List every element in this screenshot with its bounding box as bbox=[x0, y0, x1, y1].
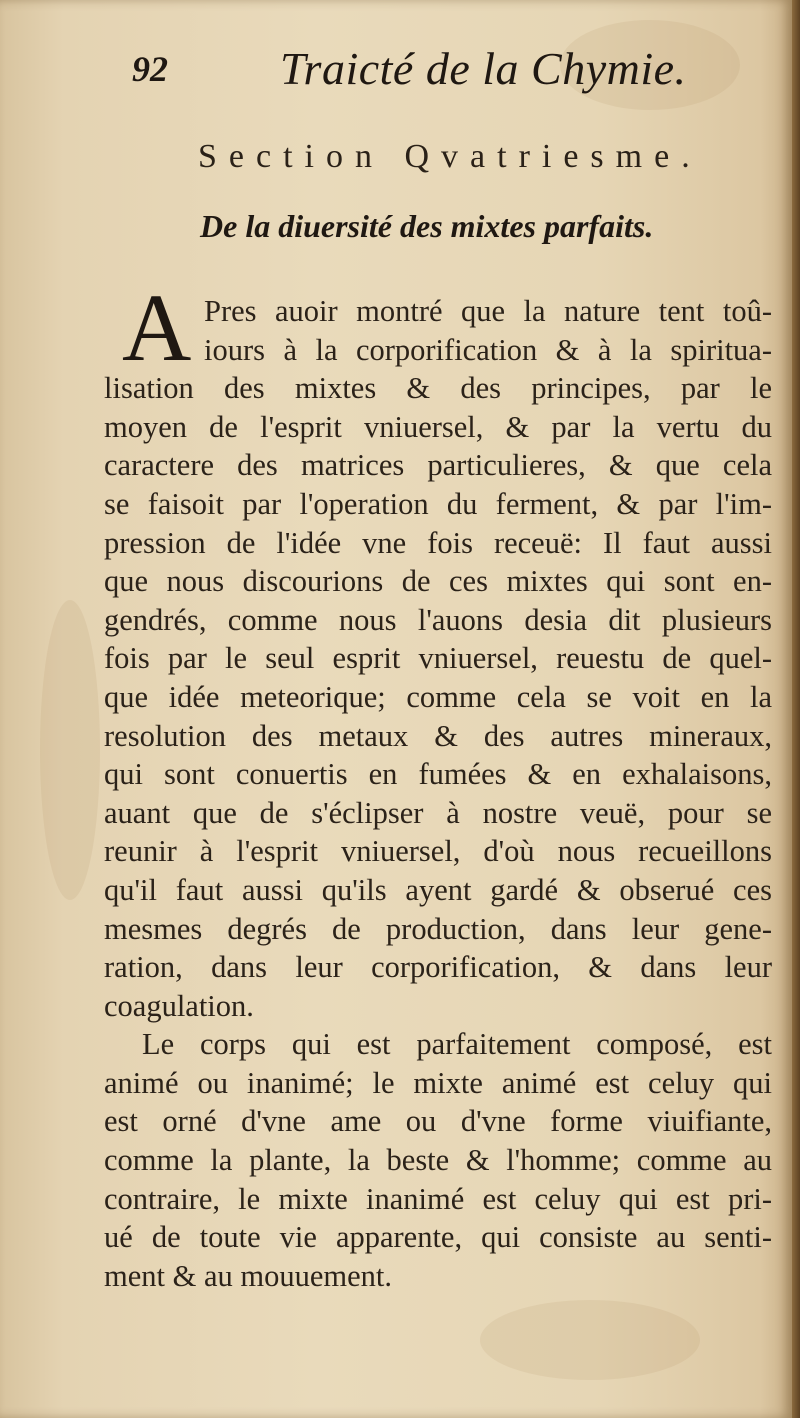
text-line: lisation des mixtes & des principes, par le bbox=[104, 371, 772, 406]
running-title: Traicté de la Chymie. bbox=[280, 43, 687, 94]
paragraph bbox=[104, 1025, 772, 1295]
text-line: comme la plante, la beste & l'homme; comme au bbox=[104, 1143, 772, 1178]
text-line: que nous discourions de ces mixtes qui sont en- bbox=[104, 564, 772, 599]
paragraph bbox=[104, 292, 772, 1025]
text-line: qui sont conuertis en fumées & en exhalaisons, bbox=[104, 757, 772, 792]
text-line: mesmes degrés de production, dans leur gene- bbox=[104, 911, 772, 946]
text-line: qu'il faut aussi qu'ils ayent gardé & obserué ces bbox=[104, 872, 772, 907]
text-line: reunir à l'esprit vniuersel, d'où nous recueillons bbox=[104, 834, 772, 869]
text-line: animé ou inanimé; le mixte animé est celuy qui bbox=[104, 1065, 772, 1100]
text-line: auant que de s'éclipser à nostre veuë, pour se bbox=[104, 795, 772, 830]
drop-cap: A bbox=[122, 274, 192, 381]
paper-stain bbox=[40, 600, 100, 900]
text-line: coagulation. bbox=[104, 988, 254, 1023]
text-line: ué de toute vie apparente, qui consiste au senti- bbox=[104, 1220, 772, 1255]
text-line: se faisoit par l'operation du ferment, & par l'im- bbox=[104, 486, 772, 521]
text-line: resolution des metaux & des autres mineraux, bbox=[104, 718, 772, 753]
page-edge bbox=[792, 0, 800, 1418]
text-line: que idée meteorique; comme cela se voit en la bbox=[104, 679, 772, 714]
text-line: iours à la corporification & à la spiritua- bbox=[204, 332, 772, 367]
text-line: contraire, le mixte inanimé est celuy qui est pri- bbox=[104, 1181, 772, 1216]
section-subtitle: De la diuersité des mixtes parfaits. bbox=[200, 208, 654, 244]
text-line: pression de l'idée vne fois receuë: Il faut aussi bbox=[104, 525, 772, 560]
text-line: est orné d'vne ame ou d'vne forme viuifiante, bbox=[104, 1104, 772, 1139]
text-line: fois par le seul esprit vniuersel, reuestu de quel- bbox=[104, 641, 772, 676]
text-line: ment & au mouuement. bbox=[104, 1258, 392, 1293]
text-line: gendrés, comme nous l'auons desia dit plusieurs bbox=[104, 602, 772, 637]
text-line: Le corps qui est parfaitement composé, est bbox=[142, 1027, 772, 1062]
text-line: moyen de l'esprit vniuersel, & par la vertu du bbox=[104, 409, 772, 444]
text-line: Pres auoir montré que la nature tent toû- bbox=[204, 294, 772, 328]
body-text bbox=[104, 292, 772, 1295]
paper-stain bbox=[480, 1300, 700, 1380]
section-heading: Section Qvatriesme. bbox=[198, 138, 702, 175]
text-line: caractere des matrices particulieres, & que cela bbox=[104, 448, 772, 483]
text-line: ration, dans leur corporification, & dans leur bbox=[104, 950, 772, 985]
page-number: 92 bbox=[132, 49, 168, 89]
